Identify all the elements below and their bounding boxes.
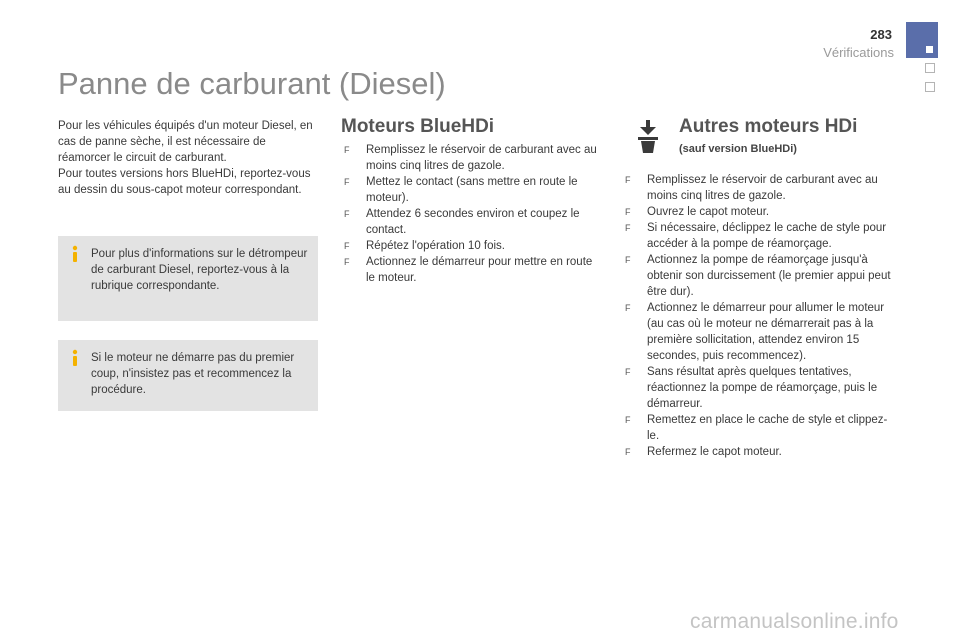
list-marker: F [625,223,631,233]
list-marker: F [625,255,631,265]
hdi-steps [623,172,893,460]
info-box [58,236,318,321]
list-marker: F [625,447,631,457]
info-icon [67,245,83,263]
list-marker: F [625,367,631,377]
list-marker: F [344,209,350,219]
info-text: Pour plus d'informations sur le détrompeur de carburant Diesel, reportez-vous à la rubrique correspondante. [91,248,308,292]
page-number: 283 [870,27,892,42]
section-tab[interactable] [925,82,935,92]
list-marker: F [344,145,350,155]
step-item: F Attendez 6 secondes environ et coupez le contact. [344,208,580,236]
step-item: F Sans résultat après quelques tentatives, réactionnez la pompe de réamorçage, puis le démarreur. [625,366,878,410]
hdi-heading: Autres moteurs HDi [679,116,858,137]
info-text: Si le moteur ne démarre pas du premier coup, n'insistez pas et recommencez la procédure. [91,352,295,396]
step-item: F Mettez le contact (sans mettre en route le moteur). [344,176,578,204]
list-marker: F [625,207,631,217]
intro-paragraph: Pour toutes versions hors BlueHDi, reportez-vous au dessin du sous-capot moteur correspondant. [58,168,311,196]
intro-paragraph: Pour les véhicules équipés d'un moteur Diesel, en cas de panne sèche, il est nécessaire de réamorcer le circuit de carburant. [58,120,313,164]
info-box [58,340,318,411]
bluehdi-heading: Moteurs BlueHDi [341,116,495,137]
step-item: F Si nécessaire, déclippez le cache de style pour accéder à la pompe de réamorçage. [625,222,887,250]
step-item: F Répétez l'opération 10 fois. [344,240,506,252]
hdi-subtitle: (sauf version BlueHDi) [679,143,797,155]
step-item: F Refermez le capot moteur. [625,446,782,458]
list-marker: F [344,257,350,267]
step-item: F Actionnez le démarreur pour allumer le moteur (au cas où le moteur ne démarrerait pas à la première sollicitation, attendez environ 15 secondes, puis recommencez). [625,302,885,362]
section-name: Vérifications [823,45,894,60]
fuel-pump-icon [636,120,660,156]
watermark: carmanualsonline.info [690,610,899,633]
step-item: F Ouvrez le capot moteur. [625,206,770,218]
list-marker: F [625,175,631,185]
info-icon [67,349,83,367]
tab-indicator [926,46,933,53]
step-item: F Remettez en place le cache de style et clippez-le. [625,414,888,442]
list-marker: F [625,303,631,313]
intro-text [58,118,320,198]
section-tab-active[interactable] [906,22,938,58]
list-marker: F [344,241,350,251]
list-marker: F [625,415,631,425]
list-marker: F [344,177,350,187]
step-item: F Actionnez le démarreur pour mettre en route le moteur. [344,256,593,284]
bluehdi-steps [342,142,604,286]
step-item: F Remplissez le réservoir de carburant avec au moins cinq litres de gazole. [625,174,878,202]
step-item: F Remplissez le réservoir de carburant avec au moins cinq litres de gazole. [344,144,597,172]
page-title: Panne de carburant (Diesel) [58,66,446,101]
step-item: F Actionnez la pompe de réamorçage jusqu'à obtenir son durcissement (le premier appui peut être dur). [625,254,891,298]
section-tab[interactable] [925,63,935,73]
